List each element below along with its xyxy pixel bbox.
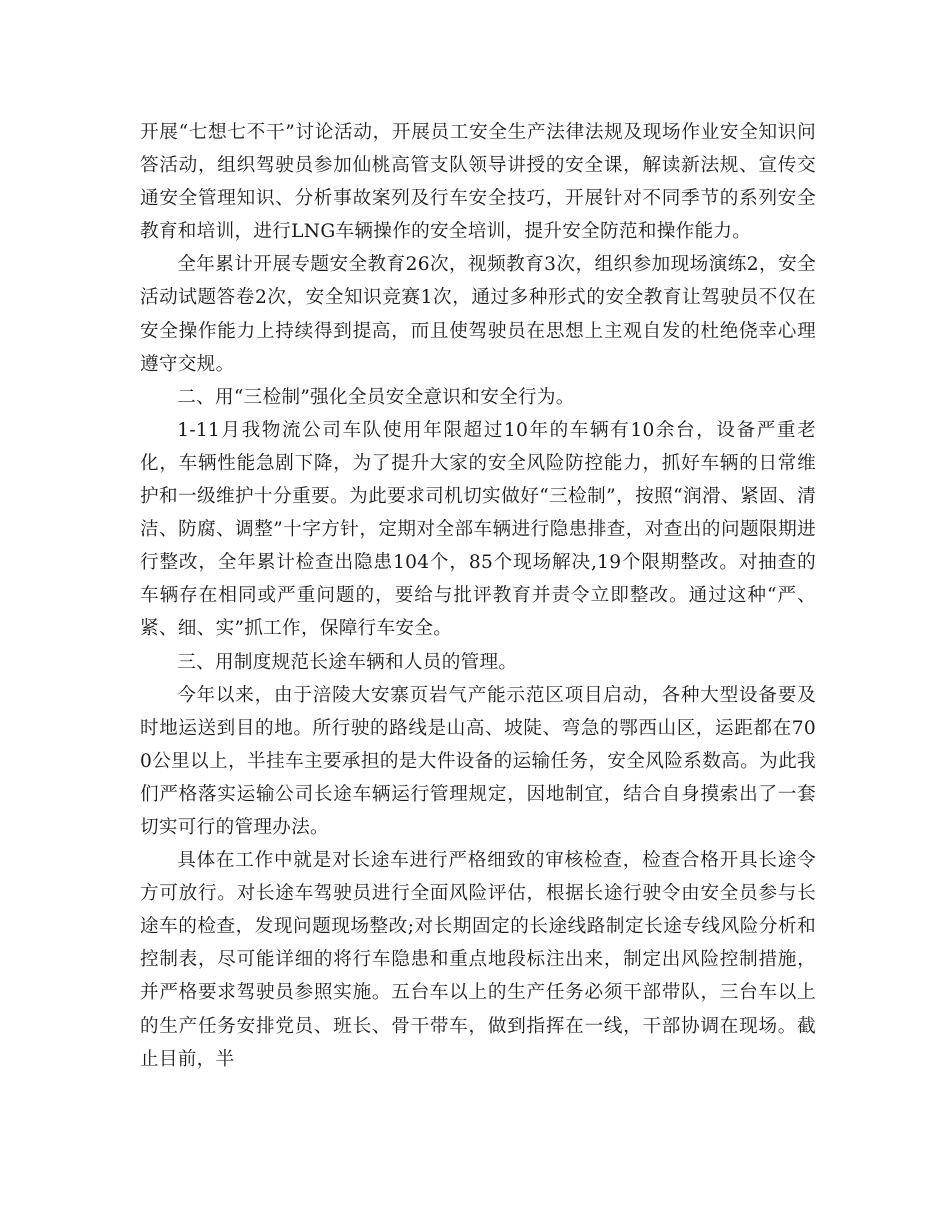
section-heading-three-checks: 二、用“三检制”强化全员安全意识和安全行为。 bbox=[177, 386, 575, 408]
paragraph-long-distance-context: 今年以来，由于涪陵大安寨页岩气产能示范区项目启动，各种大型设备要及时地运送到目的地。所行驶的路线是山高、坡陡、弯急的鄂西山区，运距都在700公里以上，半挂车主要承担的是大件设备的运输任务，安全风险系数高。为此我们严格落实运输公司长途车辆运行管理规定，因地制宜，结合自身摸索出了一套切实可行的管理办法。 bbox=[140, 684, 816, 838]
document-body bbox=[140, 116, 816, 1076]
paragraph-activities: 开展“七想七不干”讨论活动，开展员工安全生产法律法规及现场作业安全知识问答活动，组织驾驶员参加仙桃高管支队领导讲授的安全课，解读新法规、宣传交通安全管理知识、分析事故案列及行车安全技巧，开展针对不同季节的系列安全教育和培训，进行LNG车辆操作的安全培训，提升安全防范和操作能力。 bbox=[140, 122, 816, 243]
paragraph-education-stats: 全年累计开展专题安全教育26次，视频教育3次，组织参加现场演练2，安全活动试题答卷2次，安全知识竞赛1次，通过多种形式的安全教育让驾驶员不仅在安全操作能力上持续得到提高，而且使驾驶员在思想上主观自发的杜绝侥幸心理遵守交规。 bbox=[140, 254, 816, 375]
paragraph-vehicle-inspection: 1-11月我物流公司车队使用年限超过10年的车辆有10余台，设备严重老化，车辆性能急剧下降，为了提升大家的安全风险防控能力，抓好车辆的日常维护和一级维护十分重要。为此要求司机切实做好“三检制”，按照“润滑、紧固、清洁、防腐、调整”十字方针，定期对全部车辆进行隐患排查，对查出的问题限期进行整改，全年累计检查出隐患104个，85个现场解决,19个限期整改。对抽查的车辆存在相同或严重问题的，要给与批评教育并责令立即整改。通过这种“严、紧、细、实”抓工作，保障行车安全。 bbox=[140, 419, 816, 640]
section-heading-long-distance: 三、用制度规范长途车辆和人员的管理。 bbox=[177, 651, 518, 673]
paragraph-long-distance-measures: 具体在工作中就是对长途车进行严格细致的审核检查，检查合格开具长途令方可放行。对长途车驾驶员进行全面风险评估，根据长途行驶令由安全员参与长途车的检查，发现问题现场整改;对长期固定的长途线路制定长途专线风险分析和控制表，尽可能详细的将行车隐患和重点地段标注出来，制定出风险控制措施，并严格要求驾驶员参照实施。五台车以上的生产任务必须干部带队，三台车以上的生产任务安排党员、班长、骨干带车，做到指挥在一线，干部协调在现场。截止目前，半 bbox=[140, 850, 816, 1070]
